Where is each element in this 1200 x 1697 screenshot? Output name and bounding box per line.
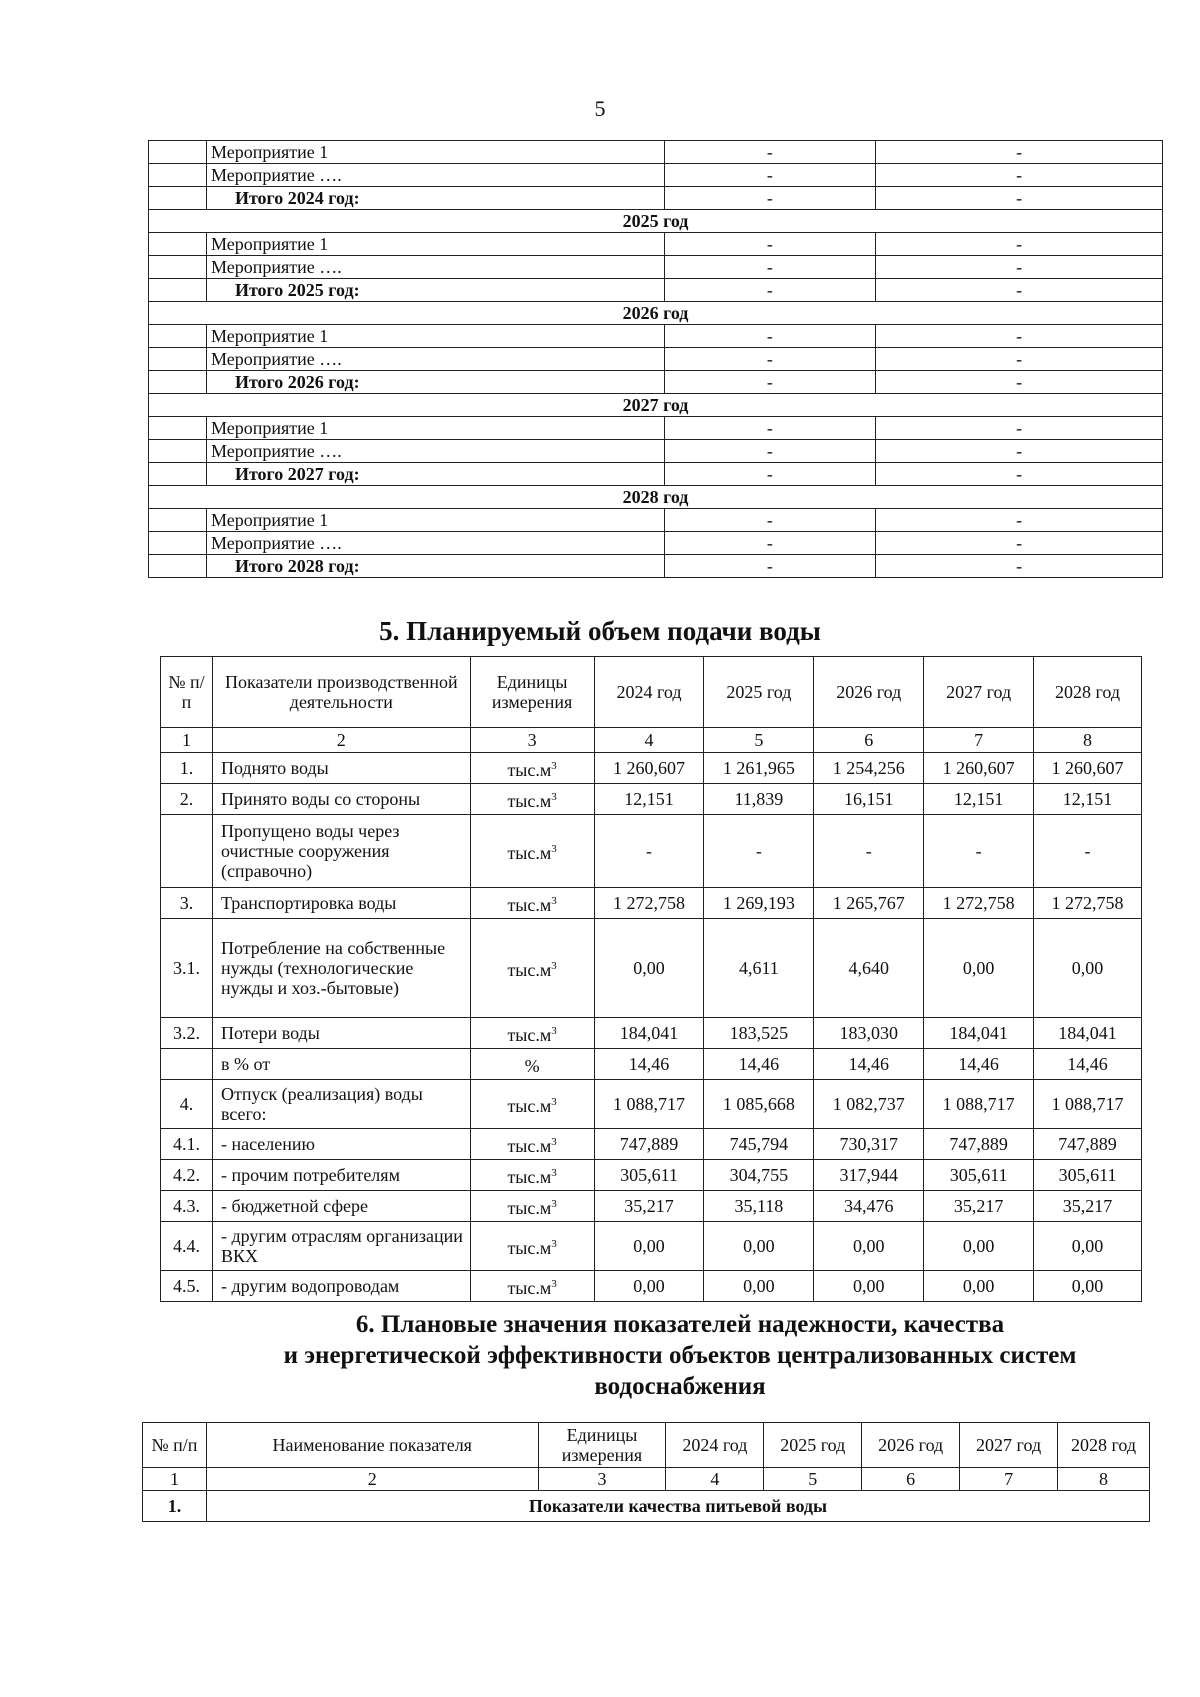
table-cell: 14,46 xyxy=(1034,1049,1142,1080)
table-row xyxy=(161,1271,1142,1302)
table-cell: 4.4. xyxy=(161,1222,213,1271)
table-cell: 747,889 xyxy=(1034,1129,1142,1160)
table-row xyxy=(161,1160,1142,1191)
unit-superscript: 3 xyxy=(551,1096,557,1108)
header-cell: 2027 год xyxy=(960,1423,1058,1468)
unit-text: тыс.м xyxy=(507,843,552,863)
year-header-row xyxy=(149,486,1163,509)
table-cell xyxy=(149,509,207,532)
table-cell: 1 254,256 xyxy=(814,753,924,784)
table-cell: - другим водопроводам xyxy=(212,1271,470,1302)
table-cell: - бюджетной сфере xyxy=(212,1191,470,1222)
table-cell: 1 085,668 xyxy=(704,1080,814,1129)
index-cell: 7 xyxy=(924,728,1034,753)
unit-text: тыс.м xyxy=(507,960,552,980)
column-index-row xyxy=(161,728,1142,753)
table-cell xyxy=(149,164,207,187)
unit-text: тыс.м xyxy=(507,1136,552,1156)
index-cell: 8 xyxy=(1034,728,1142,753)
table-cell: - xyxy=(876,509,1163,532)
table-cell: 4.2. xyxy=(161,1160,213,1191)
table-cell: 183,030 xyxy=(814,1018,924,1049)
table-cell: 14,46 xyxy=(594,1049,704,1080)
table-cell: 12,151 xyxy=(594,784,704,815)
table-cell: - населению xyxy=(212,1129,470,1160)
table-row xyxy=(161,1222,1142,1271)
table-cell: 0,00 xyxy=(1034,1222,1142,1271)
table-cell: 304,755 xyxy=(704,1160,814,1191)
table-cell: - xyxy=(876,371,1163,394)
table-cell: - xyxy=(924,815,1034,888)
unit-cell xyxy=(470,1160,594,1191)
measure-row xyxy=(149,509,1163,532)
index-cell: 1 xyxy=(161,728,213,753)
page-number: 5 xyxy=(594,96,606,121)
header-cell: Наименование показателя xyxy=(206,1423,538,1468)
table-cell: 0,00 xyxy=(814,1271,924,1302)
table-cell: Потери воды xyxy=(212,1018,470,1049)
table-cell: 730,317 xyxy=(814,1129,924,1160)
index-cell: 2 xyxy=(212,728,470,753)
table-cell xyxy=(149,463,207,486)
table-cell: 0,00 xyxy=(704,1271,814,1302)
table-cell: 1 260,607 xyxy=(924,753,1034,784)
unit-text: тыс.м xyxy=(507,895,552,915)
table-cell: 0,00 xyxy=(924,1222,1034,1271)
table-cell: 35,217 xyxy=(1034,1191,1142,1222)
table-cell: 0,00 xyxy=(594,919,704,1018)
unit-cell xyxy=(470,1080,594,1129)
total-row xyxy=(149,555,1163,578)
table-cell: Принято воды со стороны xyxy=(212,784,470,815)
unit-superscript: 3 xyxy=(551,1238,557,1250)
year-header-row xyxy=(149,394,1163,417)
table-cell: в % от xyxy=(212,1049,470,1080)
table-cell: 4.1. xyxy=(161,1129,213,1160)
table-cell: - xyxy=(876,417,1163,440)
table-cell: 3.1. xyxy=(161,919,213,1018)
table-cell: 1 269,193 xyxy=(704,888,814,919)
unit-cell xyxy=(470,784,594,815)
table-cell: - xyxy=(876,532,1163,555)
table-cell: - xyxy=(664,279,876,302)
table-cell: Мероприятие …. xyxy=(206,164,664,187)
unit-text: тыс.м xyxy=(507,1278,552,1298)
table-cell: 2. xyxy=(161,784,213,815)
table-cell: 1 261,965 xyxy=(704,753,814,784)
table-cell: 1 272,758 xyxy=(924,888,1034,919)
unit-cell xyxy=(470,1222,594,1271)
table-cell: 16,151 xyxy=(814,784,924,815)
unit-text: тыс.м xyxy=(507,1096,552,1116)
table-cell: - xyxy=(664,509,876,532)
header-cell: Единицы измерения xyxy=(470,657,594,728)
table-cell: - xyxy=(664,417,876,440)
total-row xyxy=(149,371,1163,394)
table-cell: Итого 2028 год: xyxy=(206,555,664,578)
table-cell: 34,476 xyxy=(814,1191,924,1222)
table-cell: 747,889 xyxy=(924,1129,1034,1160)
table-cell: 4.5. xyxy=(161,1271,213,1302)
unit-cell xyxy=(470,919,594,1018)
index-cell: 8 xyxy=(1058,1468,1150,1491)
table-cell: 1 272,758 xyxy=(594,888,704,919)
index-cell: 3 xyxy=(470,728,594,753)
header-cell: 2024 год xyxy=(594,657,704,728)
table-cell: 2028 год xyxy=(149,486,1163,509)
header-cell: 2027 год xyxy=(924,657,1034,728)
table-cell: 305,611 xyxy=(1034,1160,1142,1191)
index-cell: 6 xyxy=(814,728,924,753)
table-cell xyxy=(149,141,207,164)
table-row xyxy=(161,1018,1142,1049)
table-cell: - xyxy=(876,141,1163,164)
table-cell: Мероприятие …. xyxy=(206,256,664,279)
header-cell: № п/п xyxy=(161,657,213,728)
table-cell: 1 260,607 xyxy=(594,753,704,784)
table-row xyxy=(161,1080,1142,1129)
index-cell: 4 xyxy=(666,1468,764,1491)
table-cell: - xyxy=(876,164,1163,187)
table-cell: - xyxy=(814,815,924,888)
table-cell: - xyxy=(664,233,876,256)
table-cell: Мероприятие 1 xyxy=(206,509,664,532)
table-cell: Мероприятие …. xyxy=(206,532,664,555)
table-cell: 2025 год xyxy=(149,210,1163,233)
table-cell: - xyxy=(876,348,1163,371)
table-cell: 305,611 xyxy=(594,1160,704,1191)
table-cell: Поднято воды xyxy=(212,753,470,784)
table-cell: 3. xyxy=(161,888,213,919)
table-cell: 745,794 xyxy=(704,1129,814,1160)
group-title: Показатели качества питьевой воды xyxy=(206,1491,1149,1522)
table-cell: 0,00 xyxy=(594,1271,704,1302)
table-cell: Пропущено воды через очистные сооружения (справочно) xyxy=(212,815,470,888)
table-cell: 4. xyxy=(161,1080,213,1129)
table-cell: 1 260,607 xyxy=(1034,753,1142,784)
table-cell: 317,944 xyxy=(814,1160,924,1191)
table-cell: - прочим потребителям xyxy=(212,1160,470,1191)
measure-row xyxy=(149,233,1163,256)
index-cell: 5 xyxy=(704,728,814,753)
table-cell: Мероприятие …. xyxy=(206,440,664,463)
unit-text: % xyxy=(524,1056,540,1076)
table-cell: - xyxy=(664,325,876,348)
unit-text: тыс.м xyxy=(507,1167,552,1187)
table-cell: 14,46 xyxy=(924,1049,1034,1080)
table-cell: 0,00 xyxy=(814,1222,924,1271)
table-header-row xyxy=(161,657,1142,728)
table-row xyxy=(161,1191,1142,1222)
table-cell: 1. xyxy=(161,753,213,784)
table-cell: - xyxy=(664,440,876,463)
header-cell: 2028 год xyxy=(1058,1423,1150,1468)
measure-row xyxy=(149,325,1163,348)
table-cell: - xyxy=(594,815,704,888)
index-cell: 1 xyxy=(143,1468,207,1491)
table-cell: 0,00 xyxy=(924,919,1034,1018)
unit-cell xyxy=(470,1049,594,1080)
table-cell: 4,611 xyxy=(704,919,814,1018)
table-cell: Потребление на собственные нужды (технологические нужды и хоз.-бытовые) xyxy=(212,919,470,1018)
group-row xyxy=(143,1491,1150,1522)
table-cell: 35,217 xyxy=(924,1191,1034,1222)
table-cell: 0,00 xyxy=(594,1222,704,1271)
unit-cell xyxy=(470,1018,594,1049)
section-5-title: 5. Планируемый объем подачи воды xyxy=(379,616,821,646)
table-cell: - другим отраслям организации ВКХ xyxy=(212,1222,470,1271)
unit-cell xyxy=(470,1129,594,1160)
table-cell: - xyxy=(876,325,1163,348)
table-cell: - xyxy=(876,279,1163,302)
table-cell: - xyxy=(664,256,876,279)
table-cell: Отпуск (реализация) воды всего: xyxy=(212,1080,470,1129)
table-cell: Мероприятие 1 xyxy=(206,141,664,164)
total-row xyxy=(149,463,1163,486)
table-cell xyxy=(149,417,207,440)
index-cell: 7 xyxy=(960,1468,1058,1491)
table-cell: 2026 год xyxy=(149,302,1163,325)
table-cell: 184,041 xyxy=(924,1018,1034,1049)
table-cell: 0,00 xyxy=(1034,919,1142,1018)
section-6-title-line: 6. Плановые значения показателей надежности, качества xyxy=(355,1311,1005,1338)
table-cell: 11,839 xyxy=(704,784,814,815)
table-cell: - xyxy=(704,815,814,888)
table-cell xyxy=(149,532,207,555)
unit-superscript: 3 xyxy=(551,1025,557,1037)
section-6-title xyxy=(230,1309,1130,1402)
table-cell: 35,118 xyxy=(704,1191,814,1222)
index-cell: 3 xyxy=(538,1468,666,1491)
table-cell xyxy=(149,348,207,371)
unit-superscript: 3 xyxy=(551,1167,557,1179)
header-cell: 2024 год xyxy=(666,1423,764,1468)
table-cell: 2027 год xyxy=(149,394,1163,417)
table-cell: 35,217 xyxy=(594,1191,704,1222)
unit-text: тыс.м xyxy=(507,1238,552,1258)
table-cell: 0,00 xyxy=(704,1222,814,1271)
measure-row xyxy=(149,417,1163,440)
table-cell: Итого 2025 год: xyxy=(206,279,664,302)
table-cell: 1 088,717 xyxy=(924,1080,1034,1129)
table-cell: - xyxy=(664,141,876,164)
table-cell: - xyxy=(876,463,1163,486)
table-cell: 183,525 xyxy=(704,1018,814,1049)
header-cell: 2028 год xyxy=(1034,657,1142,728)
table-row xyxy=(161,888,1142,919)
unit-cell xyxy=(470,1191,594,1222)
unit-superscript: 3 xyxy=(551,760,557,772)
group-number: 1. xyxy=(143,1491,207,1522)
year-header-row xyxy=(149,210,1163,233)
table-cell xyxy=(161,1049,213,1080)
table-row xyxy=(161,1129,1142,1160)
table-cell xyxy=(149,233,207,256)
table-cell: 4.3. xyxy=(161,1191,213,1222)
unit-superscript: 3 xyxy=(551,1198,557,1210)
measures-table xyxy=(148,140,1163,578)
table-cell: 4,640 xyxy=(814,919,924,1018)
table-cell: Мероприятие 1 xyxy=(206,325,664,348)
table-cell: - xyxy=(664,532,876,555)
table-cell: - xyxy=(876,440,1163,463)
table-cell: - xyxy=(876,256,1163,279)
table-cell: Мероприятие …. xyxy=(206,348,664,371)
table-cell: 305,611 xyxy=(924,1160,1034,1191)
section-6-title-line: и энергетической эффективности объектов централизованных систем xyxy=(283,1342,1077,1369)
table-cell: 1 088,717 xyxy=(1034,1080,1142,1129)
header-cell: Единицы измерения xyxy=(538,1423,666,1468)
table-cell: 14,46 xyxy=(704,1049,814,1080)
measure-row xyxy=(149,440,1163,463)
header-cell: 2026 год xyxy=(814,657,924,728)
header-cell: 2025 год xyxy=(764,1423,862,1468)
table-cell: Итого 2027 год: xyxy=(206,463,664,486)
unit-superscript: 3 xyxy=(551,960,557,972)
table-cell: 12,151 xyxy=(1034,784,1142,815)
table-cell: 14,46 xyxy=(814,1049,924,1080)
table-cell: 1 265,767 xyxy=(814,888,924,919)
unit-text: тыс.м xyxy=(507,1198,552,1218)
table-cell: 1 272,758 xyxy=(1034,888,1142,919)
unit-cell xyxy=(470,1271,594,1302)
table-cell: - xyxy=(664,348,876,371)
table-cell xyxy=(149,371,207,394)
table-row xyxy=(161,753,1142,784)
table-cell: - xyxy=(1034,815,1142,888)
header-cell: 2025 год xyxy=(704,657,814,728)
table-cell: 0,00 xyxy=(924,1271,1034,1302)
index-cell: 4 xyxy=(594,728,704,753)
table-cell: - xyxy=(664,164,876,187)
table-cell: Мероприятие 1 xyxy=(206,417,664,440)
measure-row xyxy=(149,532,1163,555)
table-row xyxy=(161,919,1142,1018)
table-cell: 0,00 xyxy=(1034,1271,1142,1302)
unit-text: тыс.м xyxy=(507,760,552,780)
table-cell xyxy=(149,187,207,210)
table-cell: - xyxy=(876,555,1163,578)
index-cell: 6 xyxy=(862,1468,960,1491)
table-row xyxy=(161,784,1142,815)
table-cell: - xyxy=(664,371,876,394)
measure-row xyxy=(149,256,1163,279)
table-cell: Мероприятие 1 xyxy=(206,233,664,256)
unit-text: тыс.м xyxy=(507,1025,552,1045)
unit-cell xyxy=(470,815,594,888)
water-supply-table xyxy=(160,656,1142,1302)
table-cell: 1 088,717 xyxy=(594,1080,704,1129)
unit-cell xyxy=(470,753,594,784)
table-cell: - xyxy=(664,463,876,486)
table-cell: 1 082,737 xyxy=(814,1080,924,1129)
unit-superscript: 3 xyxy=(551,791,557,803)
measure-row xyxy=(149,348,1163,371)
header-cell: № п/п xyxy=(143,1423,207,1468)
table-cell: Итого 2024 год: xyxy=(206,187,664,210)
total-row xyxy=(149,279,1163,302)
table-cell: - xyxy=(876,187,1163,210)
table-cell xyxy=(161,815,213,888)
table-cell: 747,889 xyxy=(594,1129,704,1160)
table-cell: Итого 2026 год: xyxy=(206,371,664,394)
indicators-table xyxy=(142,1422,1150,1522)
table-cell xyxy=(149,555,207,578)
unit-superscript: 3 xyxy=(551,1136,557,1148)
table-cell: 184,041 xyxy=(1034,1018,1142,1049)
table-cell: 184,041 xyxy=(594,1018,704,1049)
table-cell: Транспортировка воды xyxy=(212,888,470,919)
section-6-title-line: водоснабжения xyxy=(594,1373,766,1400)
table-header-row xyxy=(143,1423,1150,1468)
table-cell xyxy=(149,325,207,348)
table-cell: - xyxy=(664,187,876,210)
table-cell xyxy=(149,440,207,463)
table-cell: 3.2. xyxy=(161,1018,213,1049)
table-cell: - xyxy=(876,233,1163,256)
table-cell xyxy=(149,279,207,302)
table-cell: 12,151 xyxy=(924,784,1034,815)
total-row xyxy=(149,187,1163,210)
table-row xyxy=(161,1049,1142,1080)
unit-superscript: 3 xyxy=(551,895,557,907)
table-cell xyxy=(149,256,207,279)
year-header-row xyxy=(149,302,1163,325)
header-cell: 2026 год xyxy=(862,1423,960,1468)
unit-text: тыс.м xyxy=(507,791,552,811)
index-cell: 2 xyxy=(206,1468,538,1491)
index-cell: 5 xyxy=(764,1468,862,1491)
header-cell: Показатели производственной деятельности xyxy=(212,657,470,728)
measure-row xyxy=(149,141,1163,164)
table-row xyxy=(161,815,1142,888)
table-cell: - xyxy=(664,555,876,578)
unit-superscript: 3 xyxy=(551,843,557,855)
measure-row xyxy=(149,164,1163,187)
column-index-row xyxy=(143,1468,1150,1491)
unit-cell xyxy=(470,888,594,919)
unit-superscript: 3 xyxy=(551,1278,557,1290)
